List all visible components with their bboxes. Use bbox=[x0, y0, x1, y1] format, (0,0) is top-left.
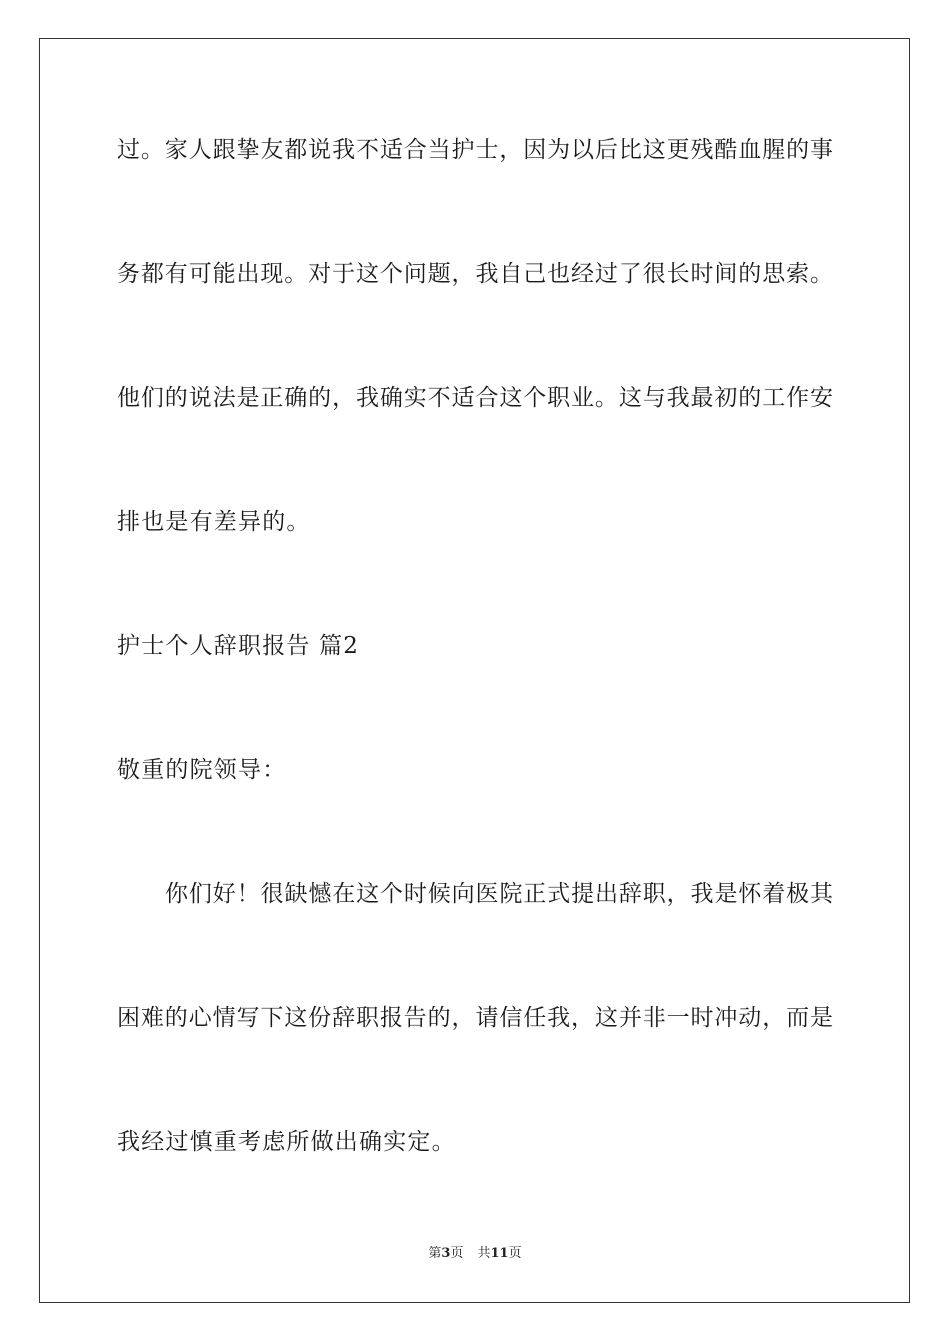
page-border bbox=[39, 38, 910, 1303]
page-suffix: 页 bbox=[450, 1246, 464, 1261]
page-prefix: 第 bbox=[428, 1246, 442, 1261]
page-number: 3 bbox=[441, 1246, 451, 1261]
total-suffix: 页 bbox=[508, 1246, 522, 1261]
body-line-8: 困难的心情写下这份辞职报告的，请信任我，这并非一时冲动，而是 bbox=[117, 1005, 833, 1031]
total-pages: 11 bbox=[490, 1246, 509, 1261]
body-line-3: 他们的说法是正确的，我确实不适合这个职业。这与我最初的工作安 bbox=[117, 385, 833, 411]
salutation: 敬重的院领导： bbox=[117, 757, 287, 783]
body-line-2: 务都有可能出现。对于这个问题，我自己也经过了很长时间的思索。 bbox=[117, 261, 833, 287]
body-line-1: 过。家人跟挚友都说我不适合当护士，因为以后比这更残酷血腥的事 bbox=[117, 137, 833, 163]
page-footer bbox=[0, 1246, 950, 1262]
total-prefix: 共 bbox=[477, 1246, 491, 1261]
body-line-9: 我经过慎重考虑所做出确实定。 bbox=[117, 1129, 456, 1155]
body-line-7: 你们好！很缺憾在这个时候向医院正式提出辞职，我是怀着极其 bbox=[165, 881, 833, 907]
body-line-4: 排也是有差异的。 bbox=[117, 509, 311, 535]
section-heading: 护士个人辞职报告 篇2 bbox=[117, 633, 360, 659]
